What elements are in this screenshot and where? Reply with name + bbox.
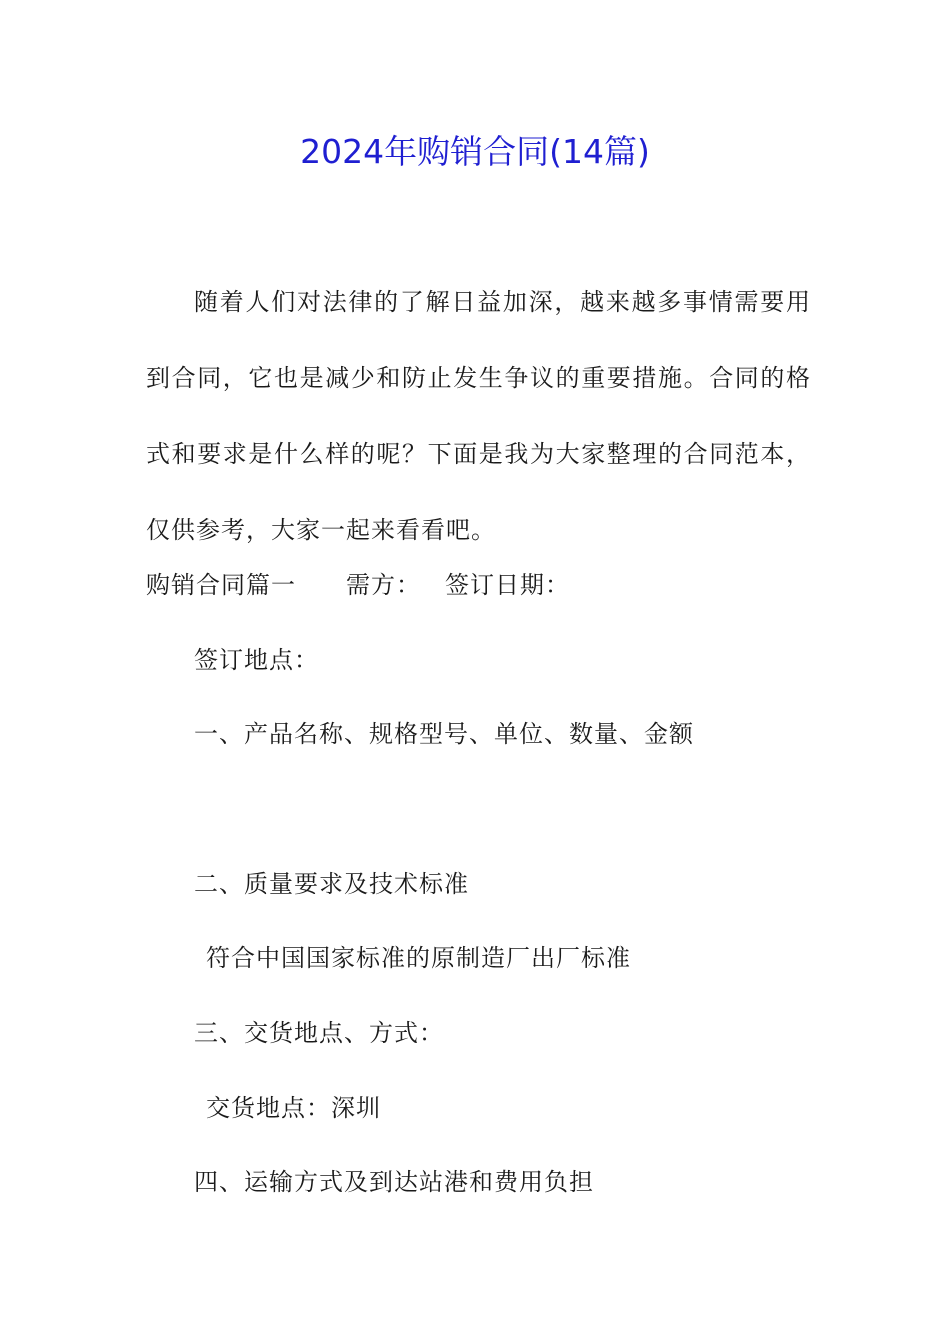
intro-paragraph: 随着人们对法律的了解日益加深，越来越多事情需要用到合同，它也是减少和防止发生争议的重要措施。合同的格式和要求是什么样的呢？下面是我为大家整理的合同范本，仅供参考，大家一起来看看吧。 [146,288,811,544]
buyer-label: 需方： [346,571,421,599]
clause-2-text: 符合中国国家标准的原制造厂出厂标准 [206,944,631,972]
document-title: 2024年购销合同(14篇) [300,132,650,171]
clause-4-heading: 四、运输方式及到达站港和费用负担 [194,1168,594,1196]
section-title: 购销合同篇一 [146,571,296,599]
clause-1-heading: 一、产品名称、规格型号、单位、数量、金额 [194,720,694,748]
clause-2-heading: 二、质量要求及技术标准 [194,870,469,898]
clause-3-text: 交货地点：深圳 [206,1094,381,1122]
sign-place-label: 签订地点： [194,646,319,674]
contract-header-line [146,567,570,603]
sign-date-label: 签订日期： [445,571,570,599]
clause-3-heading: 三、交货地点、方式： [194,1019,444,1047]
